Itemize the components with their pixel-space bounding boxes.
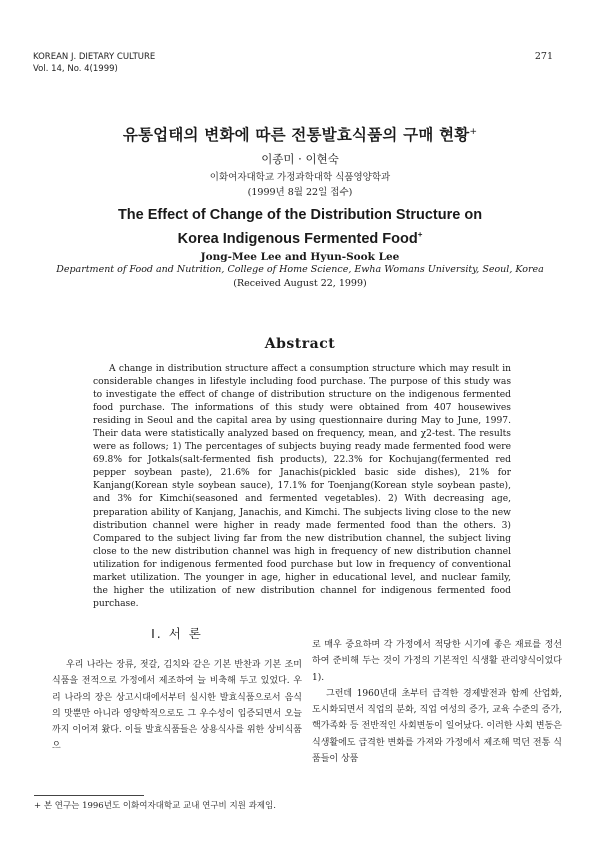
english-title-line2-wrap xyxy=(0,225,600,249)
footnote: + 본 연구는 1996년도 이화여자대학교 교내 연구비 지원 과제임. xyxy=(34,801,276,811)
korean-title-text: 유통업태의 변화에 따른 전통발효식품의 구매 현황 xyxy=(122,126,470,144)
english-received-date: (Received August 22, 1999) xyxy=(233,278,367,289)
english-affiliation: Department of Food and Nutrition, College of Home Science, Ewha Womans University, Seoul, Korea xyxy=(56,264,544,275)
journal-name: KOREAN J. DIETARY CULTURE xyxy=(33,52,156,62)
section-heading-introduction: I. 서 론 xyxy=(151,626,203,641)
korean-received-date: (1999년 8월 22일 접수) xyxy=(247,187,353,198)
intro-paragraph-continued: 로 매우 중요하며 각 가정에서 적당한 시기에 좋은 재료를 정선하여 준비해 두는 것이 가정의 기본적인 식생활 관리양식이었다1). xyxy=(312,640,562,683)
intro-right-column xyxy=(312,637,562,767)
english-title-mark: + xyxy=(417,230,423,239)
korean-authors: 이종미 · 이현숙 xyxy=(261,152,339,166)
page-number: 271 xyxy=(534,51,553,62)
korean-title-mark: + xyxy=(469,127,478,137)
english-title-line2: Korea Indigenous Fermented Food xyxy=(177,231,418,247)
footnote-divider xyxy=(34,795,144,796)
journal-volume: Vol. 14, No. 4(1999) xyxy=(33,64,118,74)
intro-left-column xyxy=(52,657,302,755)
intro-paragraph-1: 우리 나라는 장류, 젓갈, 김치와 같은 기본 반찬과 기본 조미 식품을 전적으로 가정에서 제조하여 늘 비축해 두고 있었다. 우리 나라의 장은 상고시대에서부터 실시한 발효식품으로서 음식의 맛뿐만 아니라 영양학적으로도 그 우수성이 입증되면서 오늘까지 이어져 왔다. 이들 발효식품들은 상용식사를 위한 상비식품으 xyxy=(52,660,302,752)
journal-header xyxy=(33,51,155,75)
english-title-line1: The Effect of Change of the Distribution Structure on xyxy=(117,207,483,223)
korean-affiliation: 이화여자대학교 가정과학대학 식품영양학과 xyxy=(209,172,391,183)
intro-paragraph-2: 그런데 1960년대 초부터 급격한 경제발전과 함께 산업화, 도시화되면서 직업의 분화, 직업 여성의 증가, 교육 수준의 증가, 핵가족화 등 전반적인 사회변동이 일어났다. 이러한 사회 변동은 식생활에도 급격한 변화를 가져와 가정에서 제조해 먹던 전통 식품들이 상품 xyxy=(312,688,562,765)
english-title xyxy=(0,206,600,249)
korean-title xyxy=(0,123,600,145)
abstract-heading: Abstract xyxy=(264,336,336,352)
english-authors: Jong-Mee Lee and Hyun-Sook Lee xyxy=(200,251,400,263)
abstract-body: A change in distribution structure affect a consumption structure which may result in considerable changes in lifestyle including food purchase. The purpose of this study was to investigate the effect of change of distribution structure on the indigenous fermented food purchase. The informations of this study were obtained from 407 housewives residing in Seoul and the capital area by using questionnaire during May to June, 1997. Their data were statistically analyzed based on frequency, mean, and χ2-test. The results were as follows; 1) The percentages of subjects buying ready made fermented food were 69.8% for Jotkals(salt-fermented fish products), 22.3% for Kochujang(fermented red pepper soybean paste), 21.6% for Janachis(pickled basic side dishes), 21% for Kanjang(Korean style soybean sauce), 17.1% for Toenjang(Korean style soybean paste), and 3% for Kimchi(seasoned and fermented vegetables). 2) With decreasing age, preparation ability of Kanjang, Janachis, and Kimchi. The subjects living close to the new distribution channel were higher in ready made fermented food than the others. 3) Compared to the subject living far from the new distribution channel, the subject living close to the new distribution channel was high in frequency of new distribution channel utilization for indigenous fermented food purchase but low in frequency of conventional market utilization. The younger in age, higher in educational level, and nuclear family, the higher the utilization of new distribution channel for indigenous fermented food purchase. xyxy=(93,364,511,609)
